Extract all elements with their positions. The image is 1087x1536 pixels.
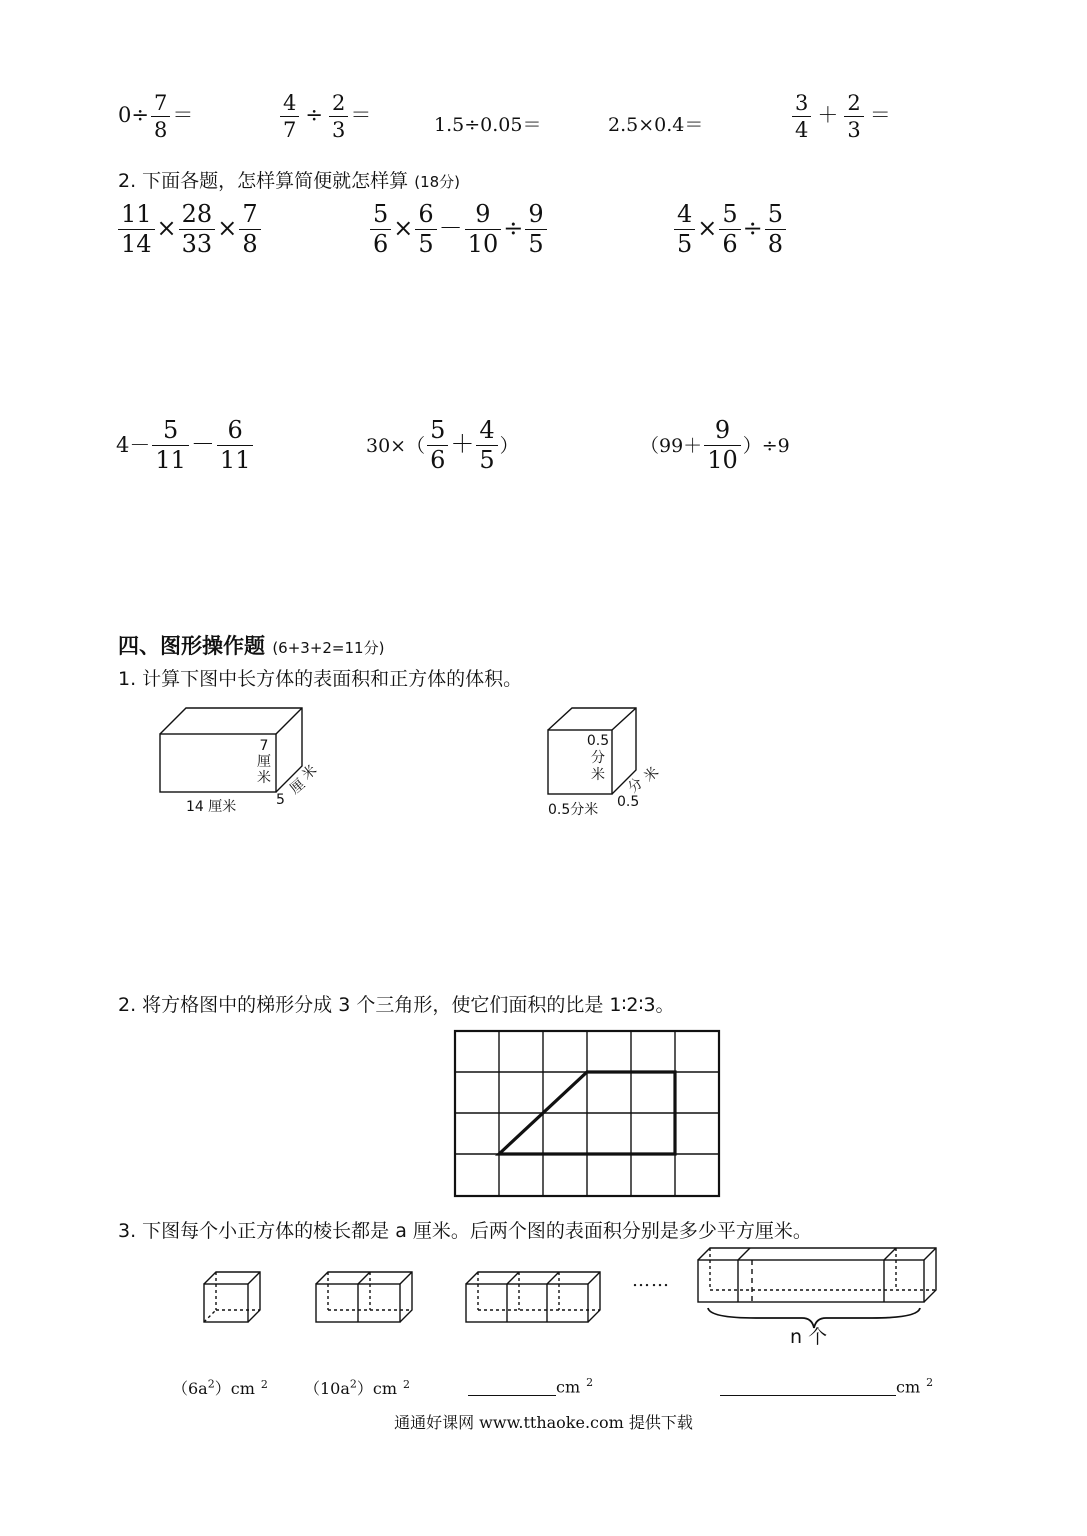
numerator: 7 (242, 200, 258, 228)
section-4-question-3: 3. 下图每个小正方体的棱长都是 a 厘米。后两个图的表面积分别是多少平方厘米。 (118, 1220, 812, 1242)
answer-1-exponent: 2 (207, 1377, 215, 1391)
answer-2 (304, 1376, 410, 1399)
operator: ÷ (742, 214, 763, 243)
denominator: 14 (118, 229, 155, 257)
denominator: 5 (525, 229, 546, 257)
answer-2-close: ）cm (356, 1379, 398, 1398)
denominator: 6 (370, 229, 391, 257)
fraction (415, 202, 436, 257)
answer-3-unit: cm (556, 1377, 581, 1397)
answer-1-close: ）cm (214, 1379, 255, 1398)
operator: × (156, 214, 177, 243)
numerator: 7 (153, 91, 168, 115)
numerator: 9 (714, 416, 731, 444)
answer-4-unit: cm (896, 1377, 921, 1397)
two-cubes (316, 1272, 412, 1322)
answer-1 (172, 1376, 268, 1399)
operator: × (697, 214, 718, 243)
cube-height-label (584, 733, 612, 784)
denominator: 10 (465, 229, 502, 257)
simplify-item-4 (116, 418, 255, 473)
cube-sequence-figure (196, 1244, 956, 1344)
equals: ＝ (869, 103, 891, 128)
cube-height-value: 0.5 (586, 733, 610, 749)
numerator: 5 (767, 200, 784, 228)
expression-suffix: ）÷9 (742, 435, 790, 458)
denominator: 33 (179, 229, 216, 257)
answer-3-blank[interactable] (468, 1377, 556, 1396)
fraction (465, 202, 502, 257)
operator: ＋ (817, 103, 839, 128)
answer-2-exponent: 2 (349, 1377, 357, 1391)
expression-prefix: 4－ (116, 433, 151, 458)
cuboid-height-unit-1: 厘 (257, 754, 271, 770)
fraction (152, 418, 189, 473)
fraction (525, 202, 546, 257)
fraction (280, 92, 299, 141)
operator: ＋ (450, 430, 475, 459)
cuboid-height-value: 7 (259, 738, 269, 754)
fraction (792, 92, 811, 141)
operator: ÷ (305, 103, 323, 128)
fraction (329, 92, 348, 141)
numerator: 5 (430, 416, 446, 444)
calc-row-1 (118, 92, 918, 152)
calc-item-1 (118, 92, 193, 141)
section-4-question-1: 1. 计算下图中长方体的表面积和正方体的体积。 (118, 668, 523, 690)
denominator: 8 (239, 229, 260, 257)
calc-item-2 (278, 92, 371, 141)
calc-item-4: 2.5×0.4＝ (608, 114, 704, 136)
expression-prefix: （99＋ (640, 435, 703, 458)
answer-3-unit-exponent: 2 (586, 1376, 594, 1389)
simplify-item-2 (368, 202, 549, 257)
trapezoid-grid (454, 1030, 720, 1198)
denominator: 6 (719, 229, 740, 257)
denominator: 5 (476, 445, 497, 473)
fraction (151, 92, 170, 141)
denominator: 10 (704, 445, 741, 473)
cuboid-width-unit-2: 米 (299, 762, 321, 784)
section-4-points: (6+3+2=11分) (272, 639, 385, 657)
fraction (844, 92, 863, 141)
denominator: 8 (765, 229, 786, 257)
fraction (719, 202, 740, 257)
numerator: 9 (528, 200, 544, 228)
denominator: 6 (427, 445, 448, 473)
question-2-title (118, 166, 460, 193)
numerator: 2 (847, 91, 861, 115)
numerator: 6 (227, 416, 243, 444)
cube-width-unit-2: 米 (641, 764, 663, 786)
ellipsis-dots: …… (632, 1270, 670, 1291)
denominator: 8 (151, 116, 170, 141)
n-count-label: n 个 (790, 1326, 828, 1348)
denominator: 3 (329, 116, 348, 141)
fraction (427, 418, 448, 473)
numerator: 6 (418, 200, 434, 228)
calc-item-3: 1.5÷0.05＝ (434, 114, 542, 136)
cuboid-width-unit-1: 厘 (287, 776, 309, 798)
fraction (704, 418, 741, 473)
simplify-item-1 (116, 202, 263, 257)
fraction (179, 202, 216, 257)
fraction (239, 202, 260, 257)
question-2-text: 2. 下面各题，怎样算简便就怎样算 (118, 170, 409, 192)
fraction (118, 202, 155, 257)
simplify-item-5 (366, 418, 519, 473)
numerator: 4 (283, 91, 297, 115)
cuboid-height-label (256, 738, 272, 786)
numerator: 11 (121, 200, 152, 228)
cube-width-value: 0.5 (617, 794, 640, 810)
numerator: 4 (677, 200, 693, 228)
denominator: 5 (674, 229, 695, 257)
answer-4-unit-exponent: 2 (926, 1376, 934, 1389)
numerator: 3 (795, 91, 809, 115)
fraction (674, 202, 695, 257)
cuboid-figure (150, 700, 340, 820)
answer-1-unit-exponent: 2 (260, 1377, 268, 1391)
numerator: 28 (181, 200, 213, 228)
expression-prefix: 30×（ (366, 435, 426, 458)
answer-2-unit-exponent: 2 (403, 1377, 411, 1391)
numerator: 5 (722, 200, 738, 228)
denominator: 11 (152, 445, 189, 473)
cuboid-length-label: 14 厘米 (186, 799, 237, 815)
cuboid-width-value: 5 (276, 792, 285, 808)
denominator: 11 (217, 445, 254, 473)
simplify-item-3 (672, 202, 788, 257)
equals: ＝ (350, 103, 372, 128)
fraction (217, 418, 254, 473)
n-cubes (698, 1248, 936, 1328)
simplify-item-6 (640, 418, 790, 473)
answer-3 (468, 1376, 593, 1396)
operator: － (190, 430, 215, 459)
cuboid-height-unit-2: 米 (257, 770, 271, 786)
answer-4 (720, 1376, 933, 1396)
operator: × (393, 214, 414, 243)
equals: ＝ (172, 103, 194, 128)
denominator: 3 (844, 116, 863, 141)
answer-2-open: （10a (304, 1379, 350, 1398)
cube-width-unit-1: 分 (625, 775, 647, 797)
section-4-question-2: 2. 将方格图中的梯形分成 3 个三角形，使它们面积的比是 1∶2∶3。 (118, 994, 675, 1016)
footer-credit: 通通好课网 www.tthaoke.com 提供下载 (394, 1413, 693, 1432)
calc-item-5 (790, 92, 895, 141)
answer-4-blank[interactable] (720, 1377, 896, 1396)
cube-height-unit-2: 米 (591, 767, 605, 783)
operator: － (438, 214, 463, 243)
operator: ÷ (503, 214, 524, 243)
answer-1-open: （6a (172, 1379, 208, 1398)
expression-suffix: ） (499, 435, 519, 458)
numerator: 2 (331, 91, 346, 115)
denominator: 7 (280, 116, 299, 141)
section-4-title: 四、图形操作题 (118, 634, 265, 658)
numerator: 5 (163, 416, 179, 444)
numerator: 9 (475, 200, 491, 228)
simplify-row-1 (116, 202, 1016, 272)
cube-length-label: 0.5分米 (548, 802, 599, 818)
cube-height-unit-1: 分 (591, 750, 605, 766)
denominator: 4 (792, 116, 811, 141)
operator: × (217, 214, 238, 243)
simplify-row-2 (116, 418, 1016, 488)
section-4-heading (118, 630, 384, 660)
single-cube (204, 1272, 260, 1322)
numerator: 4 (479, 416, 495, 444)
three-cubes (466, 1272, 600, 1322)
question-2-points: (18分) (414, 173, 461, 191)
calc-item-1-prefix: 0÷ (118, 103, 149, 128)
numerator: 5 (373, 200, 389, 228)
fraction (476, 418, 497, 473)
denominator: 5 (415, 229, 436, 257)
fraction (765, 202, 786, 257)
fraction (370, 202, 391, 257)
